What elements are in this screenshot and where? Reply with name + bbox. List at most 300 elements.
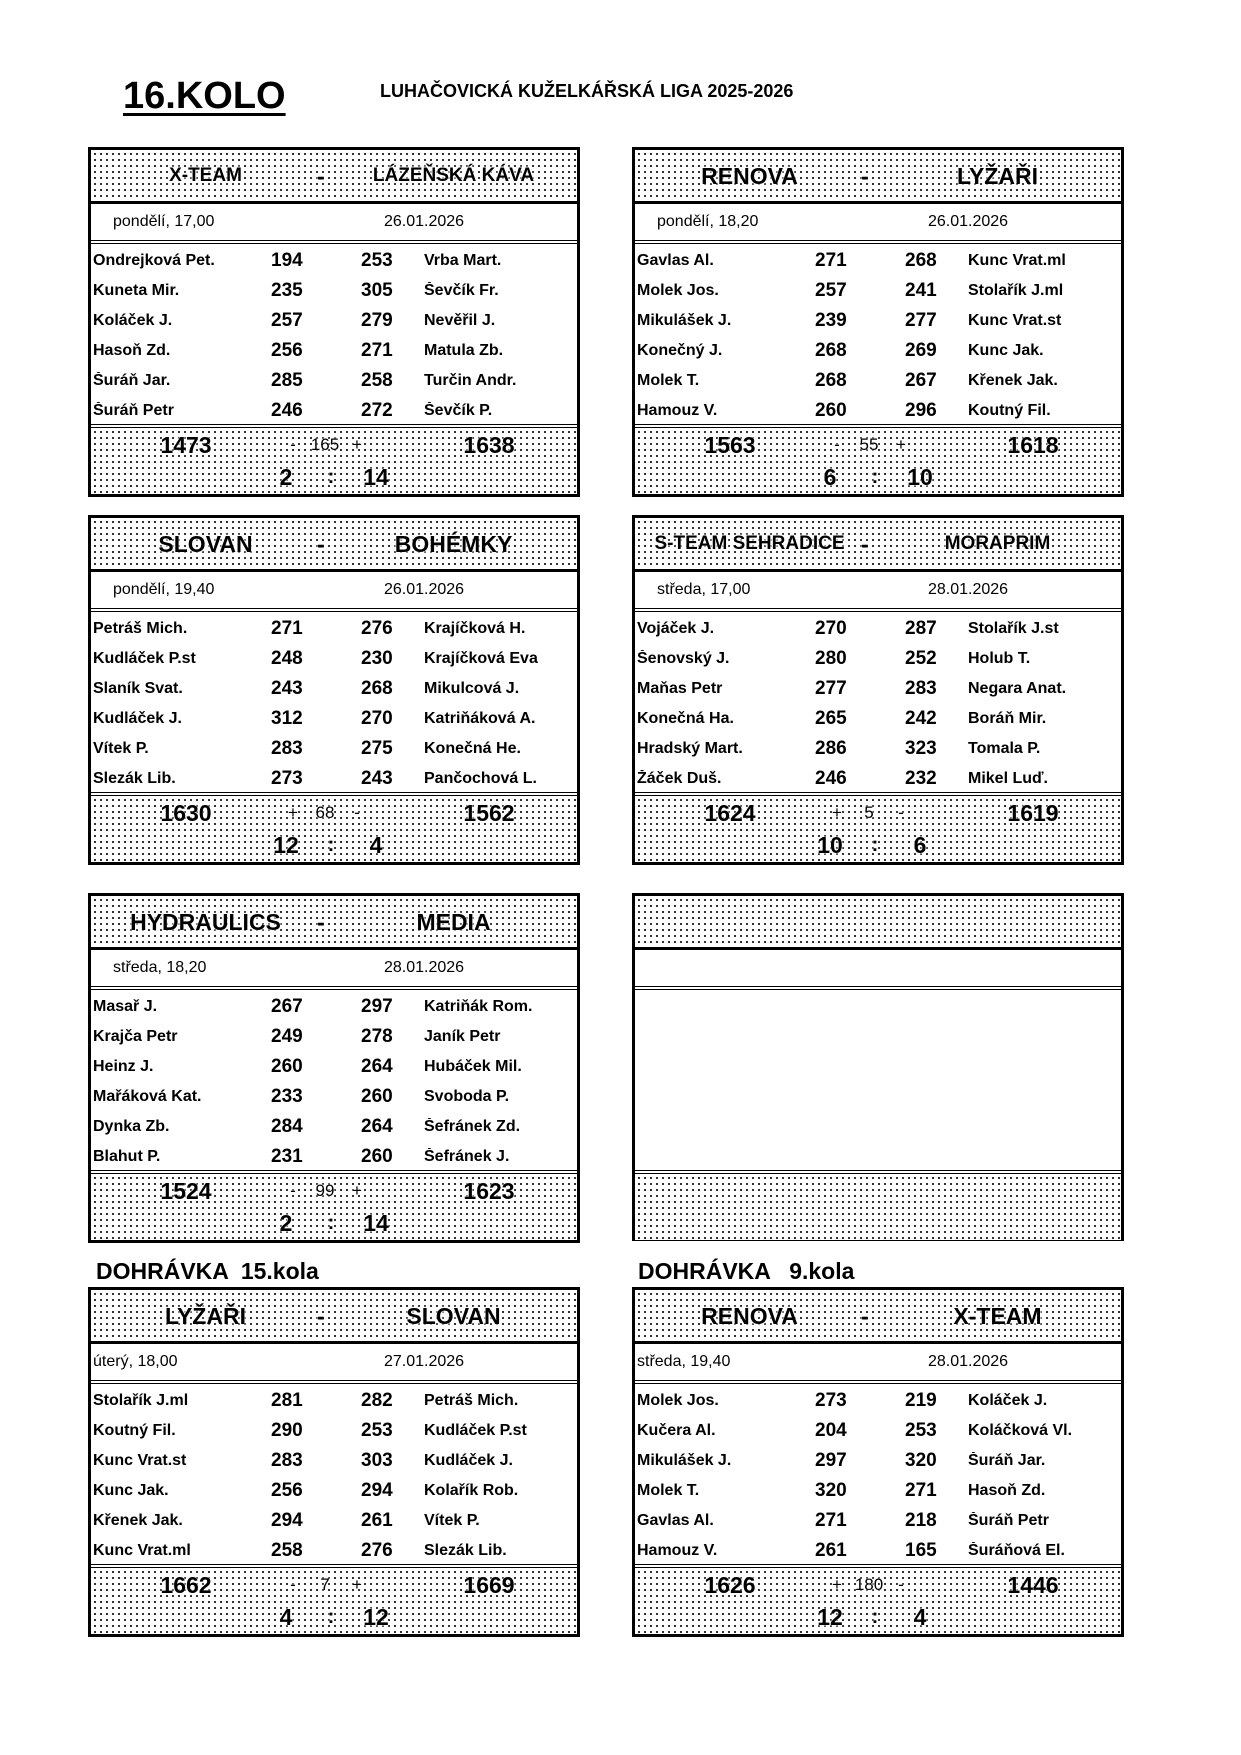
home-player-name: Maňas Petr <box>637 680 723 697</box>
home-player-score: 231 <box>271 1146 303 1167</box>
match-header <box>635 150 1121 204</box>
team-separator: - <box>861 1302 869 1329</box>
away-sign: - <box>354 803 360 822</box>
player-rows <box>635 244 1121 428</box>
away-player-name: Mikulcová J. <box>424 680 520 697</box>
player-row <box>635 764 1121 794</box>
away-player-name: Kunc Vrat.st <box>968 312 1062 329</box>
away-player-name: Konečná He. <box>424 740 521 757</box>
match-day-time: středa, 17,00 <box>657 581 751 598</box>
away-player-score: 232 <box>905 768 937 789</box>
player-row <box>635 1506 1121 1536</box>
away-player-score: 276 <box>361 618 393 639</box>
player-row <box>91 1112 577 1142</box>
home-player-score: 273 <box>271 768 303 789</box>
player-row <box>635 276 1121 306</box>
away-player-score: 269 <box>905 340 937 361</box>
score-difference: 68 <box>315 803 335 822</box>
player-row <box>91 644 577 674</box>
totals-line <box>91 429 577 461</box>
away-player-score: 278 <box>361 1026 393 1047</box>
away-team-name: LYŽAŘI <box>957 162 1038 189</box>
away-player-name: Koláček J. <box>968 1392 1048 1409</box>
away-player-score: 303 <box>361 1450 393 1471</box>
home-player-name: Molek T. <box>637 372 700 389</box>
team-separator: - <box>861 530 869 557</box>
home-player-name: Hamouz V. <box>637 402 718 419</box>
home-player-score: 271 <box>271 618 303 639</box>
points-line <box>635 1601 1121 1633</box>
score-difference: 180 <box>854 1575 884 1594</box>
away-player-score: 282 <box>361 1390 393 1411</box>
away-points: 4 <box>913 1603 927 1630</box>
home-player-name: Kudláček J. <box>93 710 182 727</box>
home-sign: - <box>290 435 296 454</box>
home-player-name: Molek Jos. <box>637 282 719 299</box>
player-row <box>91 246 577 276</box>
points-line <box>635 829 1121 861</box>
home-player-score: 284 <box>271 1116 303 1137</box>
away-player-name: Kunc Jak. <box>968 342 1044 359</box>
match-card <box>88 1287 580 1637</box>
dohravka-label-left: DOHRÁVKA 15.kola <box>96 1258 319 1284</box>
away-points: 6 <box>913 831 927 858</box>
player-row <box>91 366 577 396</box>
home-player-score: 290 <box>271 1420 303 1441</box>
empty-card-rows <box>635 990 1121 1174</box>
away-team-name: MEDIA <box>416 908 491 935</box>
player-row <box>91 1506 577 1536</box>
away-player-score: 258 <box>361 370 393 391</box>
match-result <box>91 1568 577 1634</box>
away-player-score: 275 <box>361 738 393 759</box>
away-player-score: 323 <box>905 738 937 759</box>
away-player-score: 272 <box>361 400 393 421</box>
home-player-score: 270 <box>815 618 847 639</box>
away-player-name: Vítek P. <box>424 1512 480 1529</box>
away-player-name: Krajíčková Eva <box>424 650 538 667</box>
match-header <box>91 1290 577 1344</box>
player-row <box>91 276 577 306</box>
away-player-name: Hubáček Mil. <box>424 1058 522 1075</box>
match-schedule <box>91 204 577 244</box>
away-player-score: 270 <box>361 708 393 729</box>
totals-line <box>91 1175 577 1207</box>
away-player-score: 320 <box>905 1450 937 1471</box>
home-player-name: Slezák Lib. <box>93 770 176 787</box>
home-player-score: 233 <box>271 1086 303 1107</box>
away-player-score: 296 <box>905 400 937 421</box>
away-sign: - <box>898 1575 904 1594</box>
away-player-score: 264 <box>361 1116 393 1137</box>
away-player-score: 165 <box>905 1540 937 1561</box>
points-colon: : <box>327 833 335 856</box>
home-player-score: 246 <box>815 768 847 789</box>
away-player-score: 267 <box>905 370 937 391</box>
home-player-name: Gavlas Al. <box>637 1512 714 1529</box>
home-player-score: 243 <box>271 678 303 699</box>
empty-match-card <box>632 893 1124 1241</box>
match-date: 28.01.2026 <box>928 581 1009 598</box>
away-team-name: X-TEAM <box>953 1302 1042 1329</box>
away-points: 12 <box>363 1603 389 1630</box>
away-player-name: Pančochová L. <box>424 770 537 787</box>
home-sign: - <box>290 1181 296 1200</box>
match-day-time: pondělí, 19,40 <box>113 581 215 598</box>
home-sign: + <box>288 803 298 822</box>
away-player-name: Kudláček P.st <box>424 1422 527 1439</box>
away-team-name: MORAPRIM <box>944 532 1051 554</box>
home-team-name: S-TEAM SEHRADICE <box>654 532 845 554</box>
away-sign: + <box>352 435 362 454</box>
player-row <box>91 1142 577 1172</box>
dohravka-label-right: DOHRÁVKA 9.kola <box>638 1258 855 1284</box>
away-player-name: Křenek Jak. <box>968 372 1058 389</box>
match-header <box>635 1290 1121 1344</box>
totals-line <box>91 797 577 829</box>
home-points: 10 <box>817 831 843 858</box>
match-day-time: středa, 19,40 <box>637 1353 731 1370</box>
player-rows <box>91 612 577 796</box>
home-player-score: 257 <box>815 280 847 301</box>
home-team-name: SLOVAN <box>158 530 253 557</box>
home-player-score: 249 <box>271 1026 303 1047</box>
match-schedule <box>635 572 1121 612</box>
home-player-score: 258 <box>271 1540 303 1561</box>
away-points: 4 <box>369 831 383 858</box>
home-player-name: Stolařík J.ml <box>93 1392 189 1409</box>
empty-card-header <box>635 896 1121 950</box>
player-row <box>91 1386 577 1416</box>
home-player-score: 320 <box>815 1480 847 1501</box>
home-total: 1662 <box>160 1571 212 1598</box>
away-team-name: SLOVAN <box>406 1302 501 1329</box>
match-schedule <box>635 1344 1121 1384</box>
totals-line <box>635 797 1121 829</box>
away-player-score: 268 <box>361 678 393 699</box>
match-card <box>632 515 1124 865</box>
home-player-name: Kuneta Mir. <box>93 282 180 299</box>
away-player-score: 271 <box>361 340 393 361</box>
home-player-score: 271 <box>815 250 847 271</box>
away-player-name: Katriňák Rom. <box>424 998 533 1015</box>
away-player-score: 260 <box>361 1146 393 1167</box>
home-player-score: 268 <box>815 370 847 391</box>
team-separator: - <box>317 162 325 189</box>
points-colon: : <box>327 1211 335 1234</box>
match-header <box>635 518 1121 572</box>
home-player-name: Konečná Ha. <box>637 710 734 727</box>
home-player-score: 256 <box>271 340 303 361</box>
round-title: 16.KOLO <box>123 75 286 117</box>
home-player-score: 297 <box>815 1450 847 1471</box>
match-header <box>91 150 577 204</box>
away-player-score: 218 <box>905 1510 937 1531</box>
home-player-name: Konečný J. <box>637 342 723 359</box>
home-player-name: Heinz J. <box>93 1058 154 1075</box>
player-row <box>91 1446 577 1476</box>
home-player-name: Křenek Jak. <box>93 1512 183 1529</box>
away-player-name: Janík Petr <box>424 1028 501 1045</box>
home-player-name: Ondrejková Pet. <box>93 252 215 269</box>
home-player-score: 261 <box>815 1540 847 1561</box>
home-sign: + <box>832 1575 842 1594</box>
away-player-name: Šuráň Petr <box>968 1512 1049 1529</box>
match-day-time: pondělí, 18,20 <box>657 213 759 230</box>
away-player-score: 253 <box>361 250 393 271</box>
player-rows <box>635 612 1121 796</box>
home-player-name: Hradský Mart. <box>637 740 743 757</box>
match-date: 27.01.2026 <box>384 1353 465 1370</box>
player-row <box>91 674 577 704</box>
home-player-score: 281 <box>271 1390 303 1411</box>
home-player-name: Masař J. <box>93 998 158 1015</box>
away-player-name: Nevěřil J. <box>424 312 496 329</box>
home-player-name: Blahut P. <box>93 1148 161 1165</box>
match-schedule <box>91 950 577 990</box>
empty-card-meta <box>635 950 1121 990</box>
match-date: 26.01.2026 <box>928 213 1009 230</box>
home-player-name: Dynka Zb. <box>93 1118 170 1135</box>
away-player-score: 219 <box>905 1390 937 1411</box>
home-points: 12 <box>273 831 299 858</box>
player-row <box>91 1022 577 1052</box>
league-title: LUHAČOVICKÁ KUŽELKÁŘSKÁ LIGA 2025-2026 <box>380 81 794 101</box>
home-player-name: Šuráň Jar. <box>93 372 171 389</box>
away-total: 1446 <box>1007 1571 1059 1598</box>
match-header <box>91 896 577 950</box>
home-player-score: 273 <box>815 1390 847 1411</box>
away-points: 14 <box>363 1209 389 1236</box>
score-difference: 55 <box>859 435 879 454</box>
away-total: 1562 <box>463 799 515 826</box>
match-result <box>635 796 1121 862</box>
away-player-score: 276 <box>361 1540 393 1561</box>
away-player-score: 253 <box>905 1420 937 1441</box>
home-team-name: HYDRAULICS <box>130 908 281 935</box>
home-player-score: 265 <box>815 708 847 729</box>
points-line <box>91 1207 577 1239</box>
away-player-score: 261 <box>361 1510 393 1531</box>
team-separator: - <box>317 530 325 557</box>
away-sign: + <box>896 435 906 454</box>
home-player-score: 248 <box>271 648 303 669</box>
points-line <box>91 461 577 493</box>
away-player-name: Koláčková Vl. <box>968 1422 1073 1439</box>
away-player-name: Koutný Fil. <box>968 402 1051 419</box>
away-player-score: 287 <box>905 618 937 639</box>
home-player-score: 286 <box>815 738 847 759</box>
away-total: 1623 <box>463 1177 515 1204</box>
away-player-score: 297 <box>361 996 393 1017</box>
player-row <box>635 734 1121 764</box>
away-player-score: 252 <box>905 648 937 669</box>
home-player-name: Slaník Svat. <box>93 680 183 697</box>
player-row <box>91 614 577 644</box>
home-player-score: 239 <box>815 310 847 331</box>
away-player-name: Kudláček J. <box>424 1452 513 1469</box>
points-colon: : <box>871 1605 879 1628</box>
home-player-score: 312 <box>271 708 303 729</box>
home-player-score: 280 <box>815 648 847 669</box>
match-day-time: středa, 18,20 <box>113 959 207 976</box>
player-row <box>635 396 1121 426</box>
home-points: 2 <box>279 1209 293 1236</box>
player-row <box>91 992 577 1022</box>
away-player-name: Hasoň Zd. <box>968 1482 1046 1499</box>
away-player-name: Matula Zb. <box>424 342 504 359</box>
away-team-name: LÁZEŇSKÁ KÁVA <box>372 164 535 186</box>
player-row <box>91 306 577 336</box>
match-date: 28.01.2026 <box>384 959 465 976</box>
match-date: 26.01.2026 <box>384 213 465 230</box>
score-difference: 7 <box>320 1575 330 1594</box>
home-player-name: Koláček J. <box>93 312 173 329</box>
home-points: 2 <box>279 463 293 490</box>
home-player-score: 283 <box>271 1450 303 1471</box>
home-player-name: Vítek P. <box>93 740 149 757</box>
away-player-score: 243 <box>361 768 393 789</box>
away-player-score: 294 <box>361 1480 393 1501</box>
away-player-name: Stolařík J.ml <box>968 282 1064 299</box>
match-result <box>91 428 577 494</box>
home-team-name: RENOVA <box>701 162 798 189</box>
home-player-score: 277 <box>815 678 847 699</box>
away-player-name: Krajíčková H. <box>424 620 526 637</box>
match-card <box>632 1287 1124 1637</box>
match-schedule <box>635 204 1121 244</box>
player-rows <box>635 1384 1121 1568</box>
away-player-score: 253 <box>361 1420 393 1441</box>
away-points: 10 <box>907 463 933 490</box>
points-line <box>91 1601 577 1633</box>
home-player-name: Mařáková Kat. <box>93 1088 202 1105</box>
points-line <box>635 461 1121 493</box>
away-player-score: 277 <box>905 310 937 331</box>
totals-line <box>635 1569 1121 1601</box>
home-total: 1630 <box>160 799 212 826</box>
home-player-score: 204 <box>815 1420 847 1441</box>
home-player-name: Kunc Jak. <box>93 1482 169 1499</box>
home-total: 1473 <box>160 431 212 458</box>
score-difference: 5 <box>864 803 874 822</box>
match-schedule <box>91 572 577 612</box>
points-colon: : <box>871 833 879 856</box>
home-player-name: Molek Jos. <box>637 1392 719 1409</box>
player-row <box>635 306 1121 336</box>
away-player-name: Šuráňová El. <box>968 1542 1065 1559</box>
player-row <box>635 1416 1121 1446</box>
home-player-score: 246 <box>271 400 303 421</box>
away-sign: + <box>352 1181 362 1200</box>
home-points: 12 <box>817 1603 843 1630</box>
home-player-name: Šuráň Petr <box>93 402 174 419</box>
home-player-score: 257 <box>271 310 303 331</box>
home-player-name: Vojáček J. <box>637 620 715 637</box>
home-total: 1563 <box>704 431 756 458</box>
match-day-time: úterý, 18,00 <box>93 1353 178 1370</box>
home-player-score: 268 <box>815 340 847 361</box>
away-player-name: Slezák Lib. <box>424 1542 507 1559</box>
totals-line <box>91 1569 577 1601</box>
match-result <box>635 428 1121 494</box>
player-row <box>635 246 1121 276</box>
away-player-name: Mikel Luď. <box>968 770 1048 787</box>
empty-card-footer <box>635 1174 1121 1240</box>
player-row <box>91 1052 577 1082</box>
home-total: 1624 <box>704 799 756 826</box>
player-row <box>91 704 577 734</box>
home-player-name: Mikulášek J. <box>637 1452 732 1469</box>
match-result <box>635 1568 1121 1634</box>
points-line <box>91 829 577 861</box>
player-row <box>635 336 1121 366</box>
home-player-name: Hamouz V. <box>637 1542 718 1559</box>
home-player-name: Krajča Petr <box>93 1028 178 1045</box>
match-card <box>88 515 580 865</box>
away-total: 1619 <box>1007 799 1059 826</box>
match-result <box>91 796 577 862</box>
home-team-name: X-TEAM <box>169 164 242 186</box>
home-team-name: LYŽAŘI <box>165 1302 246 1329</box>
home-player-name: Petráš Mich. <box>93 620 188 637</box>
away-player-name: Šuráň Jar. <box>968 1452 1046 1469</box>
away-team-name: BOHÉMKY <box>394 530 513 557</box>
home-player-score: 283 <box>271 738 303 759</box>
away-player-name: Vrba Mart. <box>424 252 502 269</box>
away-points: 14 <box>363 463 389 490</box>
away-total: 1618 <box>1007 431 1059 458</box>
home-sign: - <box>290 1575 296 1594</box>
away-player-name: Petráš Mich. <box>424 1392 519 1409</box>
match-header <box>91 518 577 572</box>
home-sign: - <box>834 435 840 454</box>
away-player-score: 305 <box>361 280 393 301</box>
away-player-score: 230 <box>361 648 393 669</box>
match-card <box>88 147 580 497</box>
player-row <box>635 1536 1121 1566</box>
away-sign: + <box>352 1575 362 1594</box>
home-points: 4 <box>279 1603 293 1630</box>
match-card <box>88 893 580 1243</box>
away-player-name: Kolařík Rob. <box>424 1482 519 1499</box>
match-card <box>632 147 1124 497</box>
away-player-score: 268 <box>905 250 937 271</box>
player-row <box>91 396 577 426</box>
away-player-name: Stolařík J.st <box>968 620 1059 637</box>
score-difference: 165 <box>310 435 340 454</box>
player-row <box>91 1082 577 1112</box>
away-player-name: Ševčík P. <box>424 402 493 419</box>
away-player-score: 241 <box>905 280 937 301</box>
home-player-score: 235 <box>271 280 303 301</box>
home-player-name: Koutný Fil. <box>93 1422 176 1439</box>
home-player-score: 260 <box>271 1056 303 1077</box>
player-rows <box>91 244 577 428</box>
points-colon: : <box>871 465 879 488</box>
match-date: 28.01.2026 <box>928 1353 1009 1370</box>
team-separator: - <box>317 1302 325 1329</box>
away-sign: - <box>898 803 904 822</box>
away-player-score: 283 <box>905 678 937 699</box>
home-sign: + <box>832 803 842 822</box>
home-player-name: Kunc Vrat.ml <box>93 1542 191 1559</box>
player-row <box>91 764 577 794</box>
home-player-score: 256 <box>271 1480 303 1501</box>
team-separator: - <box>317 908 325 935</box>
player-row <box>91 1416 577 1446</box>
away-player-name: Svoboda P. <box>424 1088 510 1105</box>
